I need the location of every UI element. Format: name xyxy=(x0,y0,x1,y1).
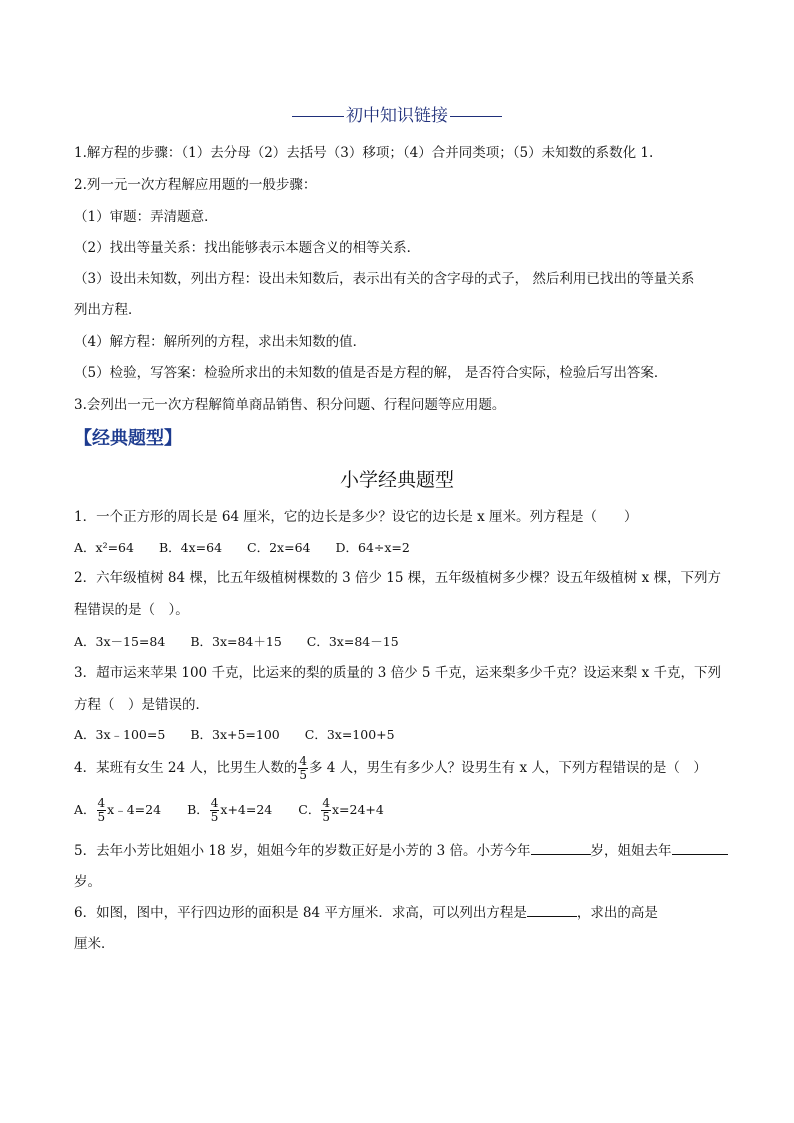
question-4-text xyxy=(74,755,707,782)
fraction-numerator: 4 xyxy=(210,796,219,810)
fraction-denominator: 5 xyxy=(322,810,330,824)
fraction-four-fifths xyxy=(298,755,308,782)
fraction-numerator: 4 xyxy=(322,796,330,810)
knowledge-step-3a: （3）设出未知数，列出方程：设出未知数后，表示出有关的含字母的式子， 然后利用已找出的等量关系 xyxy=(74,271,695,287)
question-4-text-post: 多 4 人，男生有多少人？设男生有 x 人，下列方程错误的是（ ） xyxy=(309,760,707,776)
section-title-text: 初中知识链接 xyxy=(346,106,448,126)
fraction-denominator: 5 xyxy=(210,810,219,824)
q4-option-a-tail: x﹣4=24 xyxy=(107,802,162,817)
question-6-text-pre: 6．如图，图中，平行四边形的面积是 84 平方厘米．求高，可以列出方程是 xyxy=(74,905,527,921)
q4-option-b-label: B． xyxy=(187,802,209,817)
question-5-text-pre: 5．去年小芳比姐姐小 18 岁，姐姐今年的岁数正好是小芳的 3 倍。小芳今年 xyxy=(74,843,531,859)
knowledge-step-5: （5）检验，写答案：检验所求出的未知数的值是否是方程的解， 是否符合实际，检验后写出答案． xyxy=(74,365,668,381)
q4-option-b xyxy=(187,796,273,824)
question-5-text-mid: 岁，姐姐去年 xyxy=(590,843,672,859)
knowledge-line-3: 3.会列出一元一次方程解简单商品销售、积分问题、行程问题等应用题。 xyxy=(74,397,506,413)
knowledge-step-4: （4）解方程：解所列的方程，求出未知数的值． xyxy=(74,334,367,350)
answer-blank-1[interactable] xyxy=(531,842,591,855)
fraction-numerator: 4 xyxy=(97,796,106,810)
answer-blank-3[interactable] xyxy=(527,904,577,917)
fraction-denominator: 5 xyxy=(299,768,307,782)
subheading: 小学经典题型 xyxy=(339,469,454,491)
knowledge-line-2: 2.列一元一次方程解应用题的一般步骤： xyxy=(74,177,317,193)
classic-heading: 【经典题型】 xyxy=(74,428,182,449)
q4-option-b-fraction xyxy=(210,797,220,824)
q4-option-a-fraction xyxy=(97,797,107,824)
question-3-text-a: 3．超市运来苹果 100 千克，比运来的梨的质量的 3 倍少 5 千克，运来梨多少千克？设运来梨 x 千克，下列 xyxy=(74,665,721,681)
question-2-text-b: 程错误的是（ ）。 xyxy=(74,602,189,618)
knowledge-step-2: （2）找出等量关系：找出能够表示本题含义的相等关系． xyxy=(74,240,421,256)
fraction-denominator: 5 xyxy=(97,810,106,824)
question-6-text-b: 厘米． xyxy=(74,936,115,952)
knowledge-step-1: （1）审题：弄清题意． xyxy=(74,209,218,225)
q4-option-c-fraction xyxy=(321,797,331,824)
question-2-text-a: 2．六年级植树 84 棵，比五年级植树棵数的 3 倍少 15 棵，五年级植树多少棵？设五年级植树 x 棵，下列方 xyxy=(74,570,721,586)
title-right-rule xyxy=(450,116,502,117)
fraction-numerator: 4 xyxy=(299,754,307,768)
knowledge-line-1: 1.解方程的步骤：（1）去分母（2）去括号（3）移项；（4）合并同类项；（5）未知数的系数化 1. xyxy=(74,145,654,161)
question-3-text-b: 方程（ ）是错误的． xyxy=(74,697,209,713)
question-4-options xyxy=(74,797,384,824)
q4-option-a-label: A． xyxy=(74,802,96,817)
question-5-text-b: 岁。 xyxy=(74,874,101,890)
question-1-text: 1．一个正方形的周长是 64 厘米，它的边长是多少？设它的边长是 x 厘米。列方程是（ ） xyxy=(74,509,638,525)
question-5-line-a xyxy=(74,842,728,860)
question-3-options: A．3x﹣100=5 B．3x+5=100 C．3x=100+5 xyxy=(74,727,395,742)
question-2-options: A．3x－15=84 B．3x=84＋15 C．3x=84－15 xyxy=(74,634,399,649)
question-6-line-a xyxy=(74,904,658,922)
q4-option-c xyxy=(298,796,384,824)
title-left-rule xyxy=(292,116,344,117)
question-4-text-pre: 4．某班有女生 24 人，比男生人数的 xyxy=(74,760,298,776)
q4-option-c-label: C． xyxy=(298,802,321,817)
answer-blank-2[interactable] xyxy=(672,842,728,855)
knowledge-step-3b: 列出方程． xyxy=(74,302,142,318)
section-title xyxy=(0,106,794,126)
q4-option-c-tail: x=24+4 xyxy=(331,802,384,817)
question-1-options: A．x²=64 B．4x=64 C．2x=64 D．64÷x=2 xyxy=(74,540,410,555)
question-6-text-post: ，求出的高是 xyxy=(576,905,658,921)
q4-option-a xyxy=(74,796,162,824)
q4-option-b-tail: x+4=24 xyxy=(220,802,273,817)
